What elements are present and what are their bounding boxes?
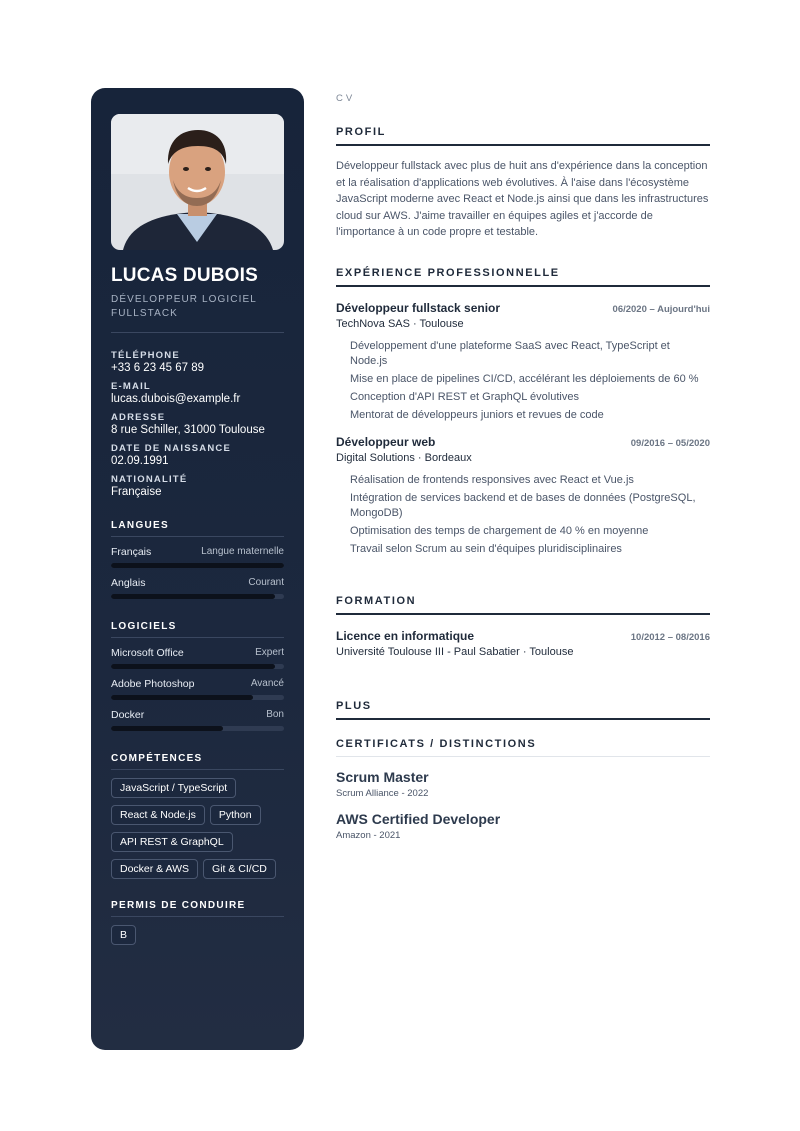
list-item: Développement d'une plateforme SaaS avec React, TypeScript et Node.js: [350, 339, 670, 367]
language-bar-fill: [111, 563, 284, 568]
birthdate-label: DATE DE NAISSANCE: [111, 443, 231, 454]
skill-tag: JavaScript / TypeScript: [111, 778, 236, 798]
cv-label: CV: [336, 93, 356, 104]
cert-name: Scrum Master: [336, 768, 429, 785]
certs-heading: CERTIFICATS / DISTINCTIONS: [336, 738, 710, 757]
software-item: [111, 678, 284, 700]
job-title: Développeur fullstack senior: [336, 300, 501, 315]
list-item: Intégration de services backend et de bases de données (PostgreSQL, MongoDB): [350, 491, 696, 519]
language-bar: [111, 563, 284, 568]
software-item: [111, 647, 284, 669]
job-company: TechNova SAS · Toulouse: [336, 317, 464, 330]
list-item: Mentorat de développeurs juniors et revues de code: [350, 408, 604, 421]
profile-heading: PROFIL: [336, 126, 710, 146]
job-dates: 06/2020 – Aujourd'hui: [612, 303, 710, 315]
job-title: Développeur web: [336, 434, 436, 449]
skill-tag: Docker & AWS: [111, 859, 198, 879]
candidate-name: LUCAS DUBOIS: [111, 265, 259, 286]
email-label: E-MAIL: [111, 381, 151, 392]
software-bar: [111, 726, 284, 731]
software-name: Microsoft Office: [111, 647, 184, 659]
language-name: Anglais: [111, 577, 146, 589]
job-bullets: [350, 339, 710, 423]
degree-title: Licence en informatique: [336, 628, 475, 643]
skills-heading: COMPÉTENCES: [111, 753, 284, 770]
skill-tag: API REST & GraphQL: [111, 832, 233, 852]
license-heading: PERMIS DE CONDUIRE: [111, 900, 284, 917]
software-bar-fill: [111, 664, 275, 669]
contact-section: [111, 350, 284, 498]
skills-tags: [111, 778, 284, 886]
profile-photo: [111, 114, 284, 250]
nationality-value: Française: [111, 486, 162, 498]
list-item: Réalisation de frontends responsives avec React et Vue.js: [350, 473, 634, 486]
software-level: Avancé: [250, 678, 284, 689]
software-level: Expert: [255, 647, 284, 658]
profile-text: Développeur fullstack avec plus de huit ans d'expérience dans la conception et la réalisation d'applications web évolutives. À l'aise dans l'écosystème JavaScript moderne avec React et Node.js ainsi que dans les infrastructures cloud sur AWS. J'aime travailler en équipes agiles et j'accorde de l'importance à un code propre et testable.: [336, 160, 709, 238]
software-item: [111, 709, 284, 731]
phone-label: TÉLÉPHONE: [111, 350, 180, 361]
job-company: Digital Solutions · Bordeaux: [336, 451, 472, 464]
language-item: [111, 546, 284, 568]
language-bar-fill: [111, 594, 275, 599]
job-entry: [336, 435, 710, 557]
software-bar: [111, 695, 284, 700]
license-tag: B: [111, 925, 136, 945]
language-level: Courant: [248, 577, 284, 588]
license-tags: [111, 925, 284, 952]
list-item: Conception d'API REST et GraphQL évolutives: [350, 390, 579, 403]
language-bar: [111, 594, 284, 599]
education-heading: FORMATION: [336, 595, 710, 615]
address-value: 8 rue Schiller, 31000 Toulouse: [111, 424, 265, 436]
email-value: lucas.dubois@example.fr: [111, 393, 241, 405]
cert-item: [336, 769, 710, 799]
candidate-job-title: DÉVELOPPEUR LOGICIEL FULLSTACK: [111, 294, 257, 319]
language-name: Français: [111, 546, 152, 558]
languages-heading: LANGUES: [111, 520, 284, 537]
software-level: Bon: [266, 709, 284, 720]
sidebar: [91, 88, 304, 1050]
divider: [111, 332, 284, 333]
cert-name: AWS Certified Developer: [336, 810, 501, 827]
cert-detail: Scrum Alliance - 2022: [336, 787, 429, 799]
job-bullets: [350, 473, 710, 557]
cert-detail: Amazon - 2021: [336, 829, 401, 841]
skill-tag: Git & CI/CD: [203, 859, 276, 879]
language-level: Langue maternelle: [201, 546, 284, 557]
degree-school: Université Toulouse III - Paul Sabatier · Toulouse: [336, 645, 574, 658]
main-content: [336, 88, 710, 841]
job-entry: [336, 301, 710, 423]
address-label: ADRESSE: [111, 412, 166, 423]
cert-item: [336, 811, 710, 841]
job-dates: 09/2016 – 05/2020: [630, 437, 710, 449]
software-name: Docker: [111, 709, 145, 721]
phone-value: +33 6 23 45 67 89: [111, 362, 205, 374]
degree-dates: 10/2012 – 08/2016: [630, 631, 710, 643]
list-item: Mise en place de pipelines CI/CD, accélérant les déploiements de 60 %: [350, 372, 699, 385]
software-bar-fill: [111, 726, 223, 731]
nationality-label: NATIONALITÉ: [111, 474, 188, 485]
experience-heading: EXPÉRIENCE PROFESSIONNELLE: [336, 267, 710, 287]
software-bar: [111, 664, 284, 669]
list-item: Optimisation des temps de chargement de 40 % en moyenne: [350, 524, 649, 537]
birthdate-value: 02.09.1991: [111, 455, 169, 467]
language-item: [111, 577, 284, 599]
skill-tag: React & Node.js: [111, 805, 205, 825]
education-entry: [336, 629, 710, 658]
plus-heading: PLUS: [336, 700, 710, 720]
software-bar-fill: [111, 695, 253, 700]
software-heading: LOGICIELS: [111, 621, 284, 638]
list-item: Travail selon Scrum au sein d'équipes pluridisciplinaires: [350, 542, 622, 555]
software-name: Adobe Photoshop: [111, 678, 195, 690]
skill-tag: Python: [210, 805, 261, 825]
